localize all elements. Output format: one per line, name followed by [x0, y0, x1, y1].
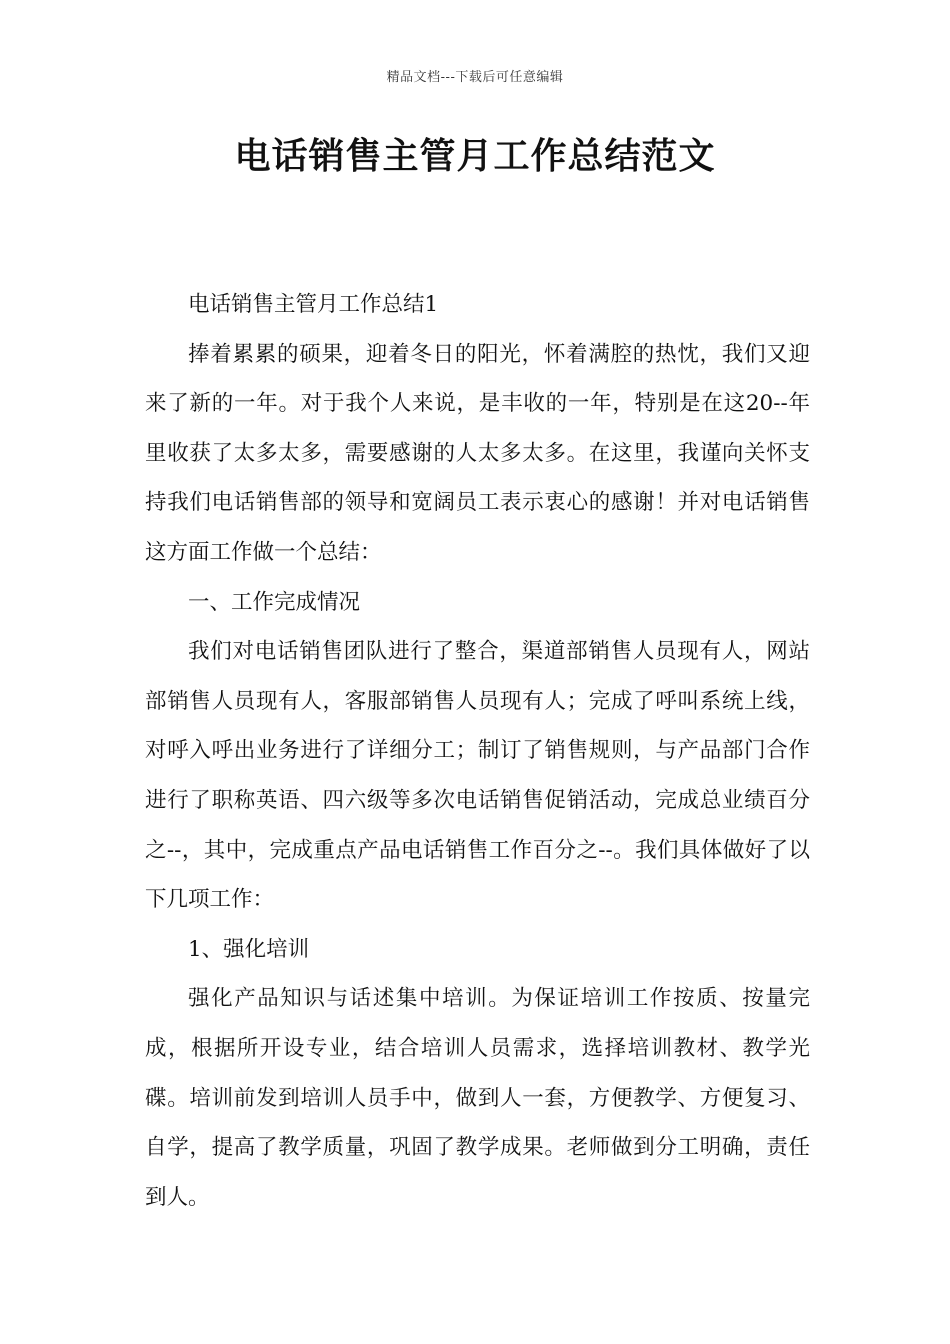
document-title: 电话销售主管月工作总结范文: [234, 136, 716, 177]
paragraph: 捧着累累的硕果，迎着冬日的阳光，怀着满腔的热忱，我们又迎来了新的一年。对于我个人来说，是丰收的一年，特别是在这20--年里收获了太多太多，需要感谢的人太多太多。在这里，我谨向关怀支持我们电话销售部的领导和宽阔员工表示衷心的感谢！并对电话销售这方面工作做一个总结：: [145, 341, 810, 565]
section-heading: 电话销售主管月工作总结1: [188, 292, 439, 317]
document-body: [145, 280, 810, 1222]
section-heading: 1、强化培训: [188, 936, 310, 962]
paragraph: 我们对电话销售团队进行了整合，渠道部销售人员现有人，网站部销售人员现有人，客服部销售人员现有人；完成了呼叫系统上线，对呼入呼出业务进行了详细分工；制订了销售规则，与产品部门合作进行了职称英语、四六级等多次电话销售促销活动，完成总业绩百分之--，其中，完成重点产品电话销售工作百分之--。我们具体做好了以下几项工作：: [145, 639, 810, 913]
section-heading: 一、工作完成情况: [188, 589, 361, 615]
paragraph: 强化产品知识与话述集中培训。为保证培训工作按质、按量完成，根据所开设专业，结合培训人员需求，选择培训教材、教学光碟。培训前发到培训人员手中，做到人一套，方便教学、方便复习、自学，提高了教学质量，巩固了教学成果。老师做到分工明确，责任到人。: [145, 986, 810, 1210]
header-note: 精品文档---下载后可任意编辑: [386, 70, 564, 85]
